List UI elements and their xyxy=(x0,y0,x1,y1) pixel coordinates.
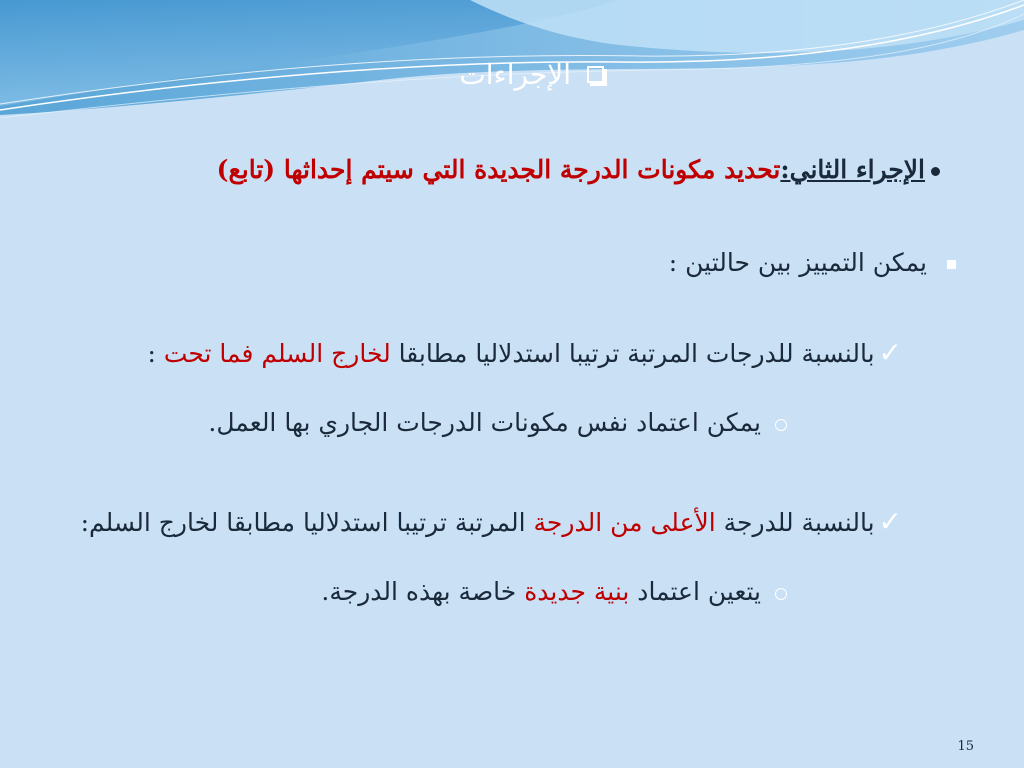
bullet-dot-icon xyxy=(931,167,940,176)
page-number: 15 xyxy=(957,739,974,754)
case1-line xyxy=(147,336,902,369)
circle-bullet-icon xyxy=(775,588,787,600)
case1-text-3: : xyxy=(147,339,164,368)
checkmark-icon: ✓ xyxy=(878,336,902,369)
circle-bullet-icon xyxy=(775,419,787,431)
case1-text-1: بالنسبة للدرجات المرتبة ترتيبا استدلاليا مطابقا xyxy=(390,339,875,368)
heading-label: الإجراء الثاني: xyxy=(780,155,925,184)
case2-sub-text-1: يتعين اعتماد xyxy=(629,577,761,606)
case1-text-highlight: لخارج السلم فما تحت xyxy=(163,339,391,368)
case2-text-3: المرتبة ترتيبا استدلاليا مطابقا لخارج السلم: xyxy=(80,508,534,537)
title-text: الإجراءات xyxy=(459,58,571,91)
square-bullet-icon xyxy=(947,260,956,269)
case1-sub-line xyxy=(208,408,787,437)
case2-sub-text-highlight: بنية جديدة xyxy=(524,577,630,606)
checkmark-icon: ✓ xyxy=(878,505,902,538)
case1-sub-text: يمكن اعتماد نفس مكونات الدرجات الجاري بها العمل. xyxy=(208,408,761,437)
case2-text-highlight: الأعلى من الدرجة xyxy=(533,508,716,537)
checkbox-square-icon xyxy=(587,66,604,83)
heading-text: تحديد مكونات الدرجة الجديدة التي سيتم إحداثها (تابع) xyxy=(216,155,781,184)
case2-sub-text-3: خاصة بهذه الدرجة. xyxy=(321,577,525,606)
intro-text: يمكن التمييز بين حالتين : xyxy=(668,248,927,277)
case2-sub-line xyxy=(321,577,787,606)
case2-line xyxy=(81,505,902,538)
heading-line xyxy=(217,155,940,184)
slide-title xyxy=(459,58,604,91)
intro-line xyxy=(669,248,956,277)
case2-text-1: بالنسبة للدرجة xyxy=(715,508,875,537)
